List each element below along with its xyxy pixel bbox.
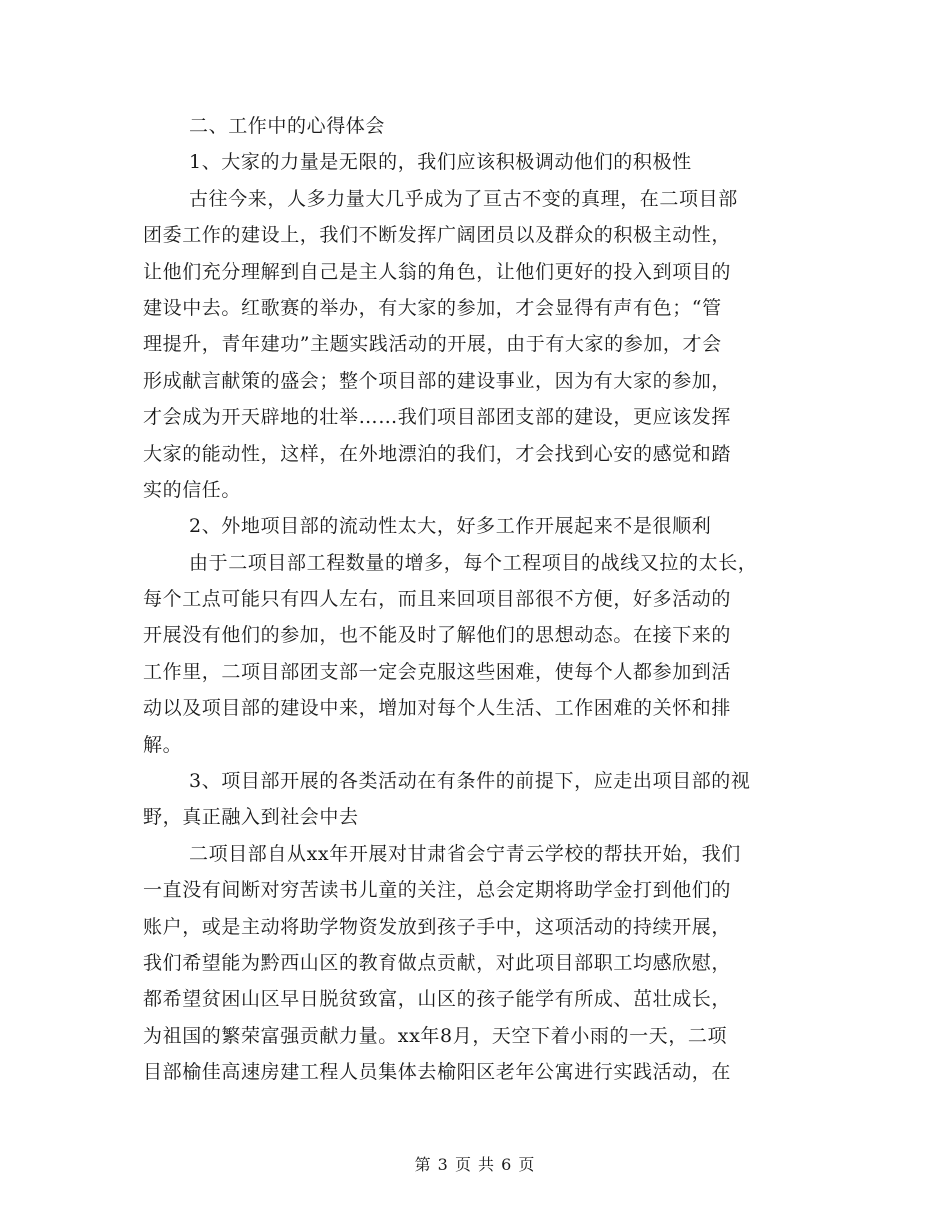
text-line: 让他们充分理解到自己是主人翁的角色，让他们更好的投入到项目的 — [143, 260, 732, 283]
text-line: 解。 — [143, 733, 183, 756]
text-line: 形成献言献策的盛会；整个项目部的建设事业，因为有大家的参加， — [143, 369, 732, 392]
text-line: 1、大家的力量是无限的，我们应该积极调动他们的积极性 — [189, 151, 692, 174]
text-line: 二项目部自从xx年开展对甘肃省会宁青云学校的帮扶开始，我们 — [189, 842, 741, 865]
text-line: 才会成为开天辟地的壮举……我们项目部团支部的建设，更应该发挥 — [143, 406, 732, 429]
text-line: 实的信任。 — [143, 478, 242, 501]
text-line: 野，真正融入到社会中去 — [143, 806, 359, 829]
text-line: 二、工作中的心得体会 — [189, 115, 386, 137]
text-line: 2、外地项目部的流动性太大，好多工作开展起来不是很顺利 — [189, 515, 712, 538]
text-line: 工作里，二项目部团支部一定会克服这些困难，使每个人都参加到活 — [143, 660, 732, 683]
text-line: 都希望贫困山区早日脱贫致富，山区的孩子能学有所成、茁壮成长， — [143, 988, 732, 1011]
text-line: 动以及项目部的建设中来，增加对每个人生活、工作困难的关怀和排 — [143, 697, 732, 720]
text-line: 开展没有他们的参加，也不能及时了解他们的思想动态。在接下来的 — [143, 624, 732, 647]
body-text — [143, 108, 803, 1091]
page-footer: 第 3 页 共 6 页 — [414, 1155, 536, 1174]
text-line: 账户，或是主动将助学物资发放到孩子手中，这项活动的持续开展， — [143, 915, 732, 938]
text-line: 每个工点可能只有四人左右，而且来回项目部很不方便，好多活动的 — [143, 588, 732, 611]
text-line: 大家的能动性，这样，在外地漂泊的我们，才会找到心安的感觉和踏 — [143, 442, 732, 465]
text-line: 由于二项目部工程数量的增多，每个工程项目的战线又拉的太长， — [189, 551, 758, 574]
text-line: 团委工作的建设上，我们不断发挥广阔团员以及群众的积极主动性， — [143, 224, 732, 247]
text-line: 为祖国的繁荣富强贡献力量。xx年8月，天空下着小雨的一天，二项 — [143, 1024, 728, 1047]
text-line: 理提升，青年建功”主题实践活动的开展，由于有大家的参加，才会 — [143, 333, 722, 356]
text-line: 我们希望能为黔西山区的教育做点贡献，对此项目部职工均感欣慰， — [143, 951, 732, 974]
text-line: 古往今来，人多力量大几乎成为了亘古不变的真理，在二项目部 — [189, 187, 738, 210]
text-line: 建设中去。红歌赛的举办，有大家的参加，才会显得有声有色；“管 — [143, 296, 722, 319]
text-line: 一直没有间断对穷苦读书儿童的关注，总会定期将助学金打到他们的 — [143, 879, 732, 902]
text-line: 3、项目部开展的各类活动在有条件的前提下，应走出项目部的视 — [189, 770, 751, 793]
text-line: 目部榆佳高速房建工程人员集体去榆阳区老年公寓进行实践活动，在 — [143, 1061, 732, 1084]
